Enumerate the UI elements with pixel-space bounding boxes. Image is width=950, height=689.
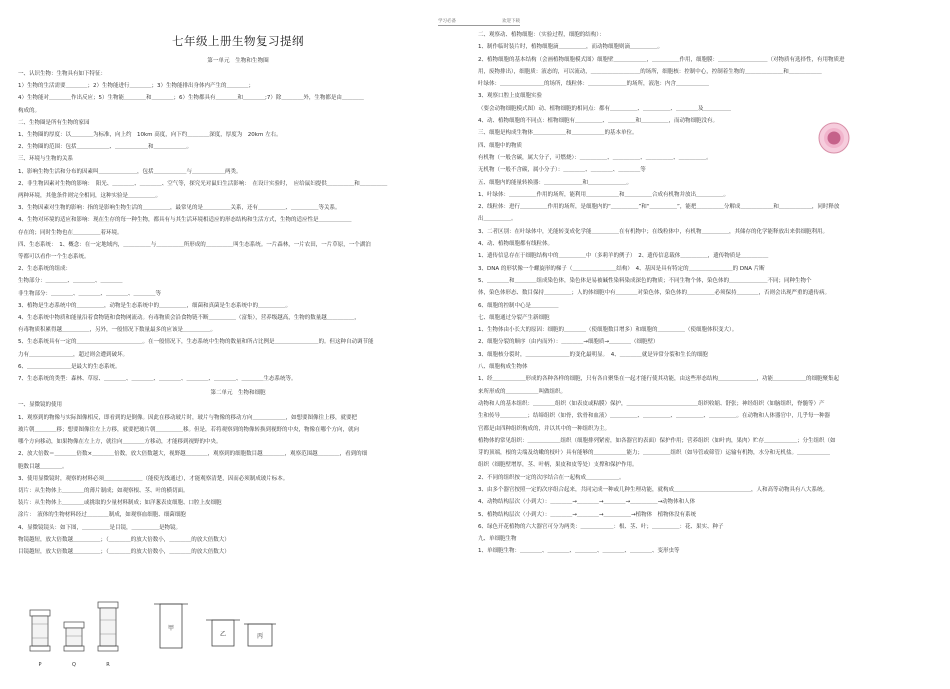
- text-line: 一、认识生物：生物具有如下特征：: [18, 71, 107, 77]
- text-line: 4、生物对环境的适应和影响：现在生存的每一种生物，都具有与其生活环境相适应的形态结构和生活方式，生物的适应性是＿＿＿＿＿＿: [18, 217, 352, 224]
- text-line: 无机物（一般不含碳，属小分子）：＿＿＿＿、＿＿＿＿、＿＿＿＿等: [478, 167, 646, 174]
- text-line: 5、生态系统具有一定的＿＿＿＿＿＿＿＿＿＿＿＿。在一般情况下，生态系统中生物的数量和所占比例是＿＿＿＿＿＿＿＿的。但这种自动调节能: [18, 339, 374, 346]
- header-right: 欢迎下载: [502, 19, 520, 24]
- text-line: 2、植物细胞的基本结构（会画植物细胞模式图）细胞壁＿＿＿＿＿＿，＿＿＿＿＿作用，细胞膜：＿＿＿＿＿＿＿＿＿（对物质有选择性，有用物质进: [478, 56, 845, 63]
- right-text-block: [478, 29, 936, 558]
- right-column: [478, 0, 936, 689]
- left-column: [18, 0, 458, 689]
- text-line: 2、线粒体：进行＿＿＿＿＿作用的场所，是细胞内的“＿＿＿＿＿”和“＿＿＿＿＿”，能把＿＿＿＿＿分解成＿＿＿＿＿＿和＿＿＿＿＿＿，同时释放: [478, 204, 840, 211]
- text-line: 3、细胞核分裂时，＿＿＿＿＿＿＿＿的变化最明显。 4、＿＿＿＿就是异常分裂和生长的细胞: [478, 351, 708, 358]
- unit-heading: 第一单元 生物和生物圈: [207, 58, 269, 64]
- cell-diagram: [816, 120, 852, 156]
- text-line: 第二单元 生物和细胞: [210, 390, 266, 397]
- text-line: 6、细胞的控制中心是＿＿＿＿＿: [478, 302, 559, 309]
- text-line: 1）生物的生活需要＿＿＿＿；2）生物能进行＿＿＿＿；3）生物能排出身体内产生的＿＿＿＿；: [18, 83, 255, 90]
- text-line: 4、显微镜镜头：如下图，＿＿＿＿＿是目镜，＿＿＿＿＿是物镜。: [18, 524, 182, 531]
- text-line: 七、细胞通过分裂产生新细胞: [478, 314, 550, 321]
- text-line: 6、＿＿＿＿＿＿＿＿是最大的生态系统。: [18, 363, 121, 370]
- text-line: 二、生物圈是所有生物的家园: [18, 119, 90, 126]
- text-line: 2、生物圈的范围：包括＿＿＿＿＿＿、＿＿＿＿＿＿和＿＿＿＿＿＿。: [18, 144, 193, 151]
- label-yi: 乙: [219, 631, 227, 638]
- label-r: R: [106, 662, 110, 668]
- text-line: 2、细胞分裂的顺序（由内而外）：＿＿＿＿→细胞质→＿＿＿＿（细胞壁）: [478, 339, 659, 346]
- text-line: 动物和人的基本组织：＿＿＿＿组织（如表皮或粘膜）保护，＿＿＿＿＿＿＿＿＿＿＿＿＿组织收缩、舒张；神经组织（如脑组织，脊髓等）产: [478, 400, 825, 407]
- text-line: 1、叶绿体：＿＿＿＿＿作用的场所，能利用＿＿＿＿＿＿和＿＿＿＿＿合成有机物并放出＿＿＿＿＿。: [478, 191, 730, 198]
- text-line: 3、二者区别：在叶绿体中，光能转变成化学能＿＿＿＿＿在有机物中；在线粒体中，有机物＿＿＿＿＿，其储存的化学能释放出来供细胞利用。: [478, 228, 829, 235]
- text-line: 3、生物因素对生物的影响：指的是影响生物生活的＿＿＿＿＿，最常见的是＿＿＿＿＿关系，还有＿＿＿＿＿、＿＿＿＿＿等关系。: [18, 205, 341, 212]
- text-line: 组织（细胞壁增厚，茎、叶柄，果皮和皮等处）支撑和保护作用。: [478, 462, 638, 469]
- text-line: 4、动、植物细胞的不同点：植物细胞有＿＿＿＿＿、＿＿＿＿＿和＿＿＿＿＿，而动物细胞没有。: [478, 118, 719, 125]
- text-line: 1、影响生物生活和分布的因素叫＿＿＿＿＿＿＿，包括＿＿＿＿＿＿与＿＿＿＿＿＿两类。: [18, 168, 242, 175]
- text-line: 力有＿＿＿＿＿＿＿＿，超过则会遭到破坏。: [18, 351, 129, 358]
- text-line: 目镜越短，放大倍数越＿＿＿＿＿；（＿＿＿＿的放大倍数小，＿＿＿＿的放大倍数大）: [18, 548, 230, 555]
- left-text-block: [18, 68, 458, 558]
- text-line: 切片：从生物体上＿＿＿＿的薄片制成；如观察根、茎、叶的横切面。: [18, 487, 189, 494]
- text-line: 有机物（一般含碳，属大分子，可燃烧）：＿＿＿＿＿、＿＿＿＿＿、＿＿＿＿＿、＿＿＿＿＿。: [478, 154, 712, 161]
- eyepiece-lens-p: [30, 610, 50, 651]
- text-line: 4、动物结构层次（小到大）：＿＿＿＿→＿＿＿＿→＿＿＿＿→＿＿＿＿＿→动物体和人体: [478, 499, 696, 506]
- text-line: 3、由多个器官按照一定的次序组合起来，共同完成一种或几种生理功能，就构成＿＿＿＿＿＿＿＿＿＿＿＿＿＿，人和高等动物具有八大系统。: [478, 486, 829, 493]
- text-line: 7、生态系统的类型：森林、草原、＿＿＿＿、＿＿＿＿、＿＿＿＿、＿＿＿＿、＿＿＿＿、＿＿＿＿生态系统等。: [18, 376, 297, 383]
- text-line: 1、生物体由小长大的原因：细胞的＿＿＿＿（使细胞数目增多）和细胞的＿＿＿＿＿（使细胞体积变大）。: [478, 327, 738, 334]
- label-p: P: [38, 662, 42, 668]
- text-line: 一、显微镜的使用: [18, 402, 63, 409]
- text-line: 三、环境与生物的关系: [18, 156, 74, 163]
- text-line: 2、不同的组织按一定的次序结合在一起构成＿＿＿＿＿＿。: [478, 474, 625, 481]
- text-line: 物镜越短，放大倍数越＿＿＿＿＿；（＿＿＿＿的放大倍数小，＿＿＿＿的放大倍数大）: [18, 536, 230, 543]
- text-line: 五、细胞内的能量转换器：＿＿＿＿＿＿＿和＿＿＿＿＿＿＿。: [478, 179, 633, 186]
- objective-lens-jia: [154, 604, 188, 648]
- text-line: 3、使用显微镜时，观察的材料必须＿＿＿＿＿＿＿（能使光线通过），才能观察清楚，因而必须制成玻片标本。: [18, 475, 289, 482]
- text-line: 4、生态系统中物质和能量沿着食物链和食物网流动。有毒物质会沿食物链不断＿＿＿＿＿（富集），营养级越高，生物的数量越＿＿＿＿＿，: [18, 315, 360, 322]
- text-line: 用，废物排出），细胞质：液态的，可以流动，＿＿＿＿＿＿＿＿＿的场所，细胞核：控制中心，控制着生物的＿＿＿＿＿＿＿和＿＿＿＿＿＿: [478, 68, 822, 75]
- text-line: 4、动、植物细胞都有线粒体。: [478, 241, 554, 248]
- text-line: 八、细胞构成生物体: [478, 364, 528, 371]
- header-left: 学习必备: [438, 19, 456, 24]
- text-line: 1、制作临时装片时，植物细胞滴＿＿＿＿＿，而动物细胞则滴＿＿＿＿＿。: [478, 44, 664, 51]
- text-line: 生和传导＿＿＿＿＿；结缔组织（如骨，软骨和血液）＿＿＿＿＿、＿＿＿＿＿、＿＿＿＿＿、＿＿＿＿＿。在动物和人体器官中，几乎每一种器: [478, 413, 831, 420]
- text-line: （要会动物细胞模式图）动、植物细胞的相同点：都有＿＿＿＿＿、＿＿＿＿＿、＿＿＿＿及＿＿＿＿＿: [478, 105, 732, 112]
- text-line: 有毒物质积累得越＿＿＿＿＿，另外，一般情况下数量最多的应该是＿＿＿＿＿。: [18, 327, 217, 334]
- label-jia: 甲: [167, 625, 175, 632]
- text-line: 植物体的常见组织：＿＿＿＿＿＿组织（细胞排列紧密，如各器官的表面）保护作用；营养组织（如叶肉，果肉）贮存＿＿＿＿＿＿；分生组织（如: [478, 437, 836, 444]
- text-line: 四、细胞中的物质: [478, 142, 523, 149]
- text-line: 玻片朝＿＿＿＿移；想要图像往左上方移，就要把玻片朝＿＿＿＿＿移。但是，若将观察到的物像转换到视野的中央，物像在哪个方向，就向: [18, 426, 360, 433]
- text-line: 叶绿体：＿＿＿＿＿＿＿＿的场所，线粒体：＿＿＿＿＿＿＿的场所，液泡：内含＿＿＿＿＿＿: [478, 81, 710, 88]
- text-line: 两种环境，其他条件则完全相同，这种实验是＿＿＿＿＿。: [18, 193, 162, 200]
- text-line: 涂片： 液体的生物材料经过＿＿＿＿制成，如观察血细胞、细菌细胞: [18, 512, 186, 519]
- text-line: 九、单细胞生物: [478, 536, 517, 543]
- text-line: 构成的。: [18, 107, 41, 114]
- microscope-lens-figure: [18, 598, 458, 689]
- label-bing: 丙: [256, 633, 264, 640]
- text-line: 1、观察到的物像与实际图像相反，即看到的是倒像。因此在移动玻片时，玻片与物像的移动方向＿＿＿＿＿＿，如想要图像往上移，就要把: [18, 414, 358, 421]
- objective-lens-yi: [206, 620, 240, 646]
- page-title: 七年级上册生物复习提纲: [172, 34, 304, 48]
- text-line: 2、生态系统的组成：: [18, 266, 71, 273]
- text-line: 非生物部分：＿＿＿＿、＿＿＿＿、＿＿＿＿、＿＿＿＿等: [18, 290, 162, 297]
- text-line: 哪个方向移动，如果物像在左上方，就往向＿＿＿＿方移动，才能移到视野的中央。: [18, 439, 222, 446]
- label-q: Q: [72, 662, 76, 668]
- text-line: 6、绿色开花植物的六大器官可分为两类：＿＿＿＿＿＿：根、茎、叶；＿＿＿＿＿：花、果实、种子: [478, 523, 724, 530]
- text-line: 四、生态系统： 1、概念：在一定地域内，＿＿＿＿＿与＿＿＿＿＿所形成的＿＿＿＿＿叫生态系统。一片森林，一片农田，一片草原，一个湖泊: [18, 241, 371, 248]
- text-line: 存在的；同时生物也在＿＿＿＿＿着环境。: [18, 229, 123, 236]
- text-line: 三、细胞是构成生物体＿＿＿＿＿＿和＿＿＿＿＿＿的基本单位。: [478, 130, 638, 137]
- text-line: 装片：从生物体上＿＿＿＿或挑取的少量材料制成；如洋葱表皮细胞、口腔上皮细胞: [18, 500, 222, 507]
- text-line: 二、观察动、植物细胞：（实验过程，细胞的结构）：: [478, 32, 605, 38]
- text-line: 体，染色体形态、数目保持＿＿＿＿＿；人的体细胞中有＿＿＿＿对染色体，染色体的＿＿＿＿＿必须保持＿＿＿＿，否则会出现严重的遗传病。: [478, 290, 831, 297]
- eyepiece-lens-r: [98, 602, 118, 651]
- text-line: 5、植物结构层次（小到大）：＿＿＿＿→＿＿＿＿→＿＿＿＿＿→植物体 植物体没有系统: [478, 511, 697, 518]
- text-line: 等都可以看作一个生态系统。: [18, 254, 90, 261]
- text-line: 3、观察口腔上皮细胞实验: [478, 93, 543, 100]
- text-line: 1、经＿＿＿＿＿＿形成的各种各样的细胞，只有各自聚集在一起才能行使其功能，由这些形态结构＿＿＿＿＿＿＿，功能＿＿＿＿＿＿的细胞聚集起: [478, 376, 840, 383]
- eyepiece-lens-q: [64, 622, 84, 651]
- objective-lens-bing: [244, 624, 276, 646]
- text-line: 芽的顶端，根的尖端及幼嫩的枝叶）具有能够的＿＿＿＿＿＿能力；＿＿＿＿＿组织（如导管或筛管）运输有机物，水分和无机盐。＿＿＿＿＿＿: [478, 450, 831, 457]
- text-line: 2、放大倍数＝＿＿＿＿倍数×＿＿＿＿倍数，放大倍数越大，视野越＿＿＿＿，观察到的细胞数目越＿＿＿＿，观察范围越＿＿＿＿，看到的细: [18, 451, 368, 458]
- text-line: 1、遗传信息存在于细胞结构中的＿＿＿＿＿中（多莉羊的例子） 2、遗传信息载体＿＿＿＿＿，遗传物质是＿＿＿＿＿: [478, 253, 769, 260]
- text-line: 生物部分：＿＿＿＿、＿＿＿＿、＿＿＿＿: [18, 278, 123, 285]
- text-line: 出＿＿＿＿＿。: [478, 216, 517, 223]
- text-line: 官都是由四种组织构成的，并以其中的一种组织为主。: [478, 425, 611, 432]
- text-line: 3、DNA 的形状像一个螺旋形的梯子（＿＿＿＿＿＿＿＿结构） 4、基因是具有特定的＿＿＿＿＿＿＿＿的 DNA 片断: [478, 265, 765, 272]
- text-line: 1、生物圈的厚度：以＿＿＿＿为标准，向上约 10km 高度，向下约＿＿＿＿深度，厚度为 20km 左右。: [18, 132, 282, 139]
- text-line: 4）生物能对＿＿＿＿作出反应；5）生物能＿＿＿＿和＿＿＿＿；6）生物都具有＿＿＿＿和＿＿＿＿;7）除＿＿＿＿外，生物都是由＿＿＿＿: [18, 95, 364, 102]
- text-line: 5、＿＿＿＿和＿＿＿＿组成染色体，染色体是易被碱性染料染成深色的物质；不同生物个体，染色体的＿＿＿＿＿＿＿不同；同种生物个: [478, 277, 812, 284]
- text-line: 2、非生物因素对生物的影响： 阳光、＿＿＿＿、＿＿＿＿、空气等，探究光对鼠妇生活影响： 在设计实验时， 应给鼠妇提供＿＿＿＿＿和＿＿＿＿＿: [18, 180, 388, 187]
- text-line: 来所形成的＿＿＿＿＿＿叫做组织。: [478, 388, 567, 395]
- text-line: 3、植物是生态系统中的＿＿＿＿＿，动物是生态系统中的＿＿＿＿＿，细菌和真菌是生态系统中的＿＿＿＿＿。: [18, 302, 292, 309]
- text-line: 胞数目越＿＿＿＿。: [18, 463, 68, 470]
- text-line: 1、单细胞生物：＿＿＿＿、＿＿＿＿、＿＿＿＿、＿＿＿＿、＿＿＿＿、变形虫等: [478, 548, 680, 555]
